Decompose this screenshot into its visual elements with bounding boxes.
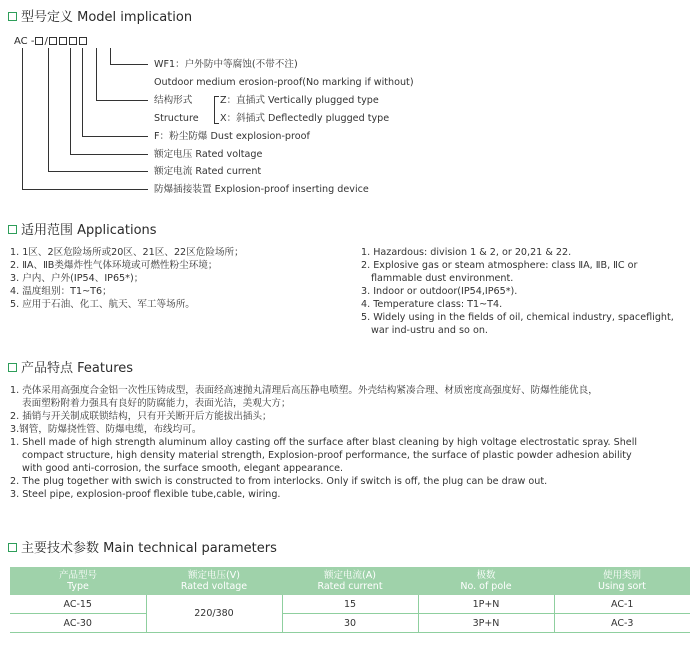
section-box-icon (8, 225, 17, 234)
code-box-dust (49, 37, 57, 45)
feature-line: 2. 插销与开关制成联锁结构，只有开关断开后方能拔出插头； (10, 411, 272, 422)
connector-line (96, 100, 148, 101)
model-label-straight: Z：直插式 Vertically plugged type (220, 95, 379, 106)
cell-sort: AC-3 (554, 614, 690, 633)
feature-line: 1. 壳体采用高强度合金铝一次性压铸成型，表面经高速抛丸清理后高压静电喷塑。外壳结构紧凑合理、材质密度高强度好、防爆性能优良， (10, 385, 598, 396)
table-row (10, 614, 690, 633)
applications-section-title: 适用范围 Applications (8, 219, 157, 238)
code-box-extra (79, 37, 87, 45)
connector-line (48, 48, 49, 171)
model-label-dust: F：粉尘防爆 Dust explosion-proof (154, 131, 310, 142)
feature-line: 2. The plug together with swich is constructed to from interlocks. Only if switch is off, the plug can be draw out. (10, 476, 548, 487)
app-cn-item: 3. 户内、户外(IP54、IP65*)； (10, 273, 144, 284)
params-section-title: 主要技术参数 Main technical parameters (8, 537, 277, 556)
code-box-current (35, 37, 43, 45)
model-label-outdoor: Outdoor medium erosion-proof(No marking if without) (154, 77, 414, 88)
header-poles: 极数 No. of pole (418, 567, 554, 595)
section-box-icon (8, 12, 17, 21)
connector-line (96, 48, 97, 100)
model-label-structure-cn: 结构形式 (154, 95, 193, 106)
app-en-item: 2. Explosive gas or steam atmosphere: class ⅡA, ⅡB, ⅡC or (361, 260, 638, 271)
connector-line (22, 48, 23, 189)
model-label-device: 防爆插接装置 Explosion-proof inserting device (154, 184, 369, 195)
app-en-item: 4. Temperature class: T1~T4. (361, 299, 503, 310)
features-section-title: 产品特点 Features (8, 357, 133, 376)
model-section-title: 型号定义 Model implication (8, 6, 192, 25)
cell-poles: 3P+N (418, 614, 554, 633)
model-label-current: 额定电流 Rated current (154, 166, 262, 177)
model-label-angled: X：斜插式 Deflectedly plugged type (220, 113, 390, 124)
app-en-item: 3. Indoor or outdoor(IP54,IP65*). (361, 286, 518, 297)
params-table (10, 567, 690, 633)
model-label-wf1: WF1：户外防中等腐蚀(不带不注) (154, 59, 298, 70)
app-cn-item: 2. ⅡA、ⅡB类爆炸性气体环境或可燃性粉尘环境； (10, 260, 218, 271)
app-cn-item: 1. 1区、2区危险场所或20区、21区、22区危险场所； (10, 247, 244, 258)
cell-sort: AC-1 (554, 595, 690, 614)
connector-line (70, 154, 148, 155)
cell-current: 15 (282, 595, 418, 614)
cell-poles: 1P+N (418, 595, 554, 614)
feature-line: 3.钢管，防爆挠性管、防爆电缆，布线均可。 (10, 424, 202, 435)
section-box-icon (8, 543, 17, 552)
connector-line (82, 136, 148, 137)
feature-line: with good anti-corrosion, the surface smooth, elegant appearance. (22, 463, 344, 474)
cell-voltage: 220/380 (146, 595, 282, 633)
header-sort: 使用类别 Using sort (554, 567, 690, 595)
connector-line (70, 48, 71, 154)
structure-bracket (214, 96, 219, 124)
app-en-item: war ind-ustru and so on. (371, 325, 488, 336)
connector-line (48, 171, 148, 172)
model-label-voltage: 额定电压 Rated voltage (154, 149, 263, 160)
connector-line (82, 48, 83, 136)
feature-line: compact structure, high density material strength, Explosion-proof performance, the surface of plastic powder adhesion ability (22, 450, 632, 461)
feature-line: 1. Shell made of high strength aluminum alloy casting off the surface after blast cleaning by high voltage electrostatic spray. Shell (10, 437, 638, 448)
model-label-structure-en: Structure (154, 113, 199, 124)
code-box-structure (59, 37, 67, 45)
cell-type: AC-15 (10, 595, 146, 614)
model-code: AC - / (14, 36, 88, 47)
table-header-row (10, 567, 690, 595)
cell-type: AC-30 (10, 614, 146, 633)
header-voltage: 额定电压(V) Rated voltage (146, 567, 282, 595)
table-row (10, 595, 690, 614)
app-en-item: 5. Widely using in the fields of oil, chemical industry, spaceflight, (361, 312, 674, 323)
header-type: 产品型号 Type (10, 567, 146, 595)
cell-current: 30 (282, 614, 418, 633)
app-en-item: 1. Hazardous: division 1 & 2, or 20,21 & 22. (361, 247, 572, 258)
connector-line (110, 64, 148, 65)
app-cn-item: 5. 应用于石油、化工、航天、军工等场所。 (10, 299, 195, 310)
app-cn-item: 4. 温度组别：T1~T6； (10, 286, 112, 297)
model-code-prefix: AC (14, 36, 28, 47)
code-box-outdoor (69, 37, 77, 45)
feature-line: 表面塑粉附着力强具有良好的防腐能力，表面光洁，美观大方； (22, 398, 291, 409)
section-box-icon (8, 363, 17, 372)
header-current: 额定电流(A) Rated current (282, 567, 418, 595)
app-en-item: flammable dust environment. (371, 273, 514, 284)
connector-line (110, 48, 111, 64)
connector-line (22, 189, 148, 190)
feature-line: 3. Steel pipe, explosion-proof flexible tube,cable, wiring. (10, 489, 281, 500)
